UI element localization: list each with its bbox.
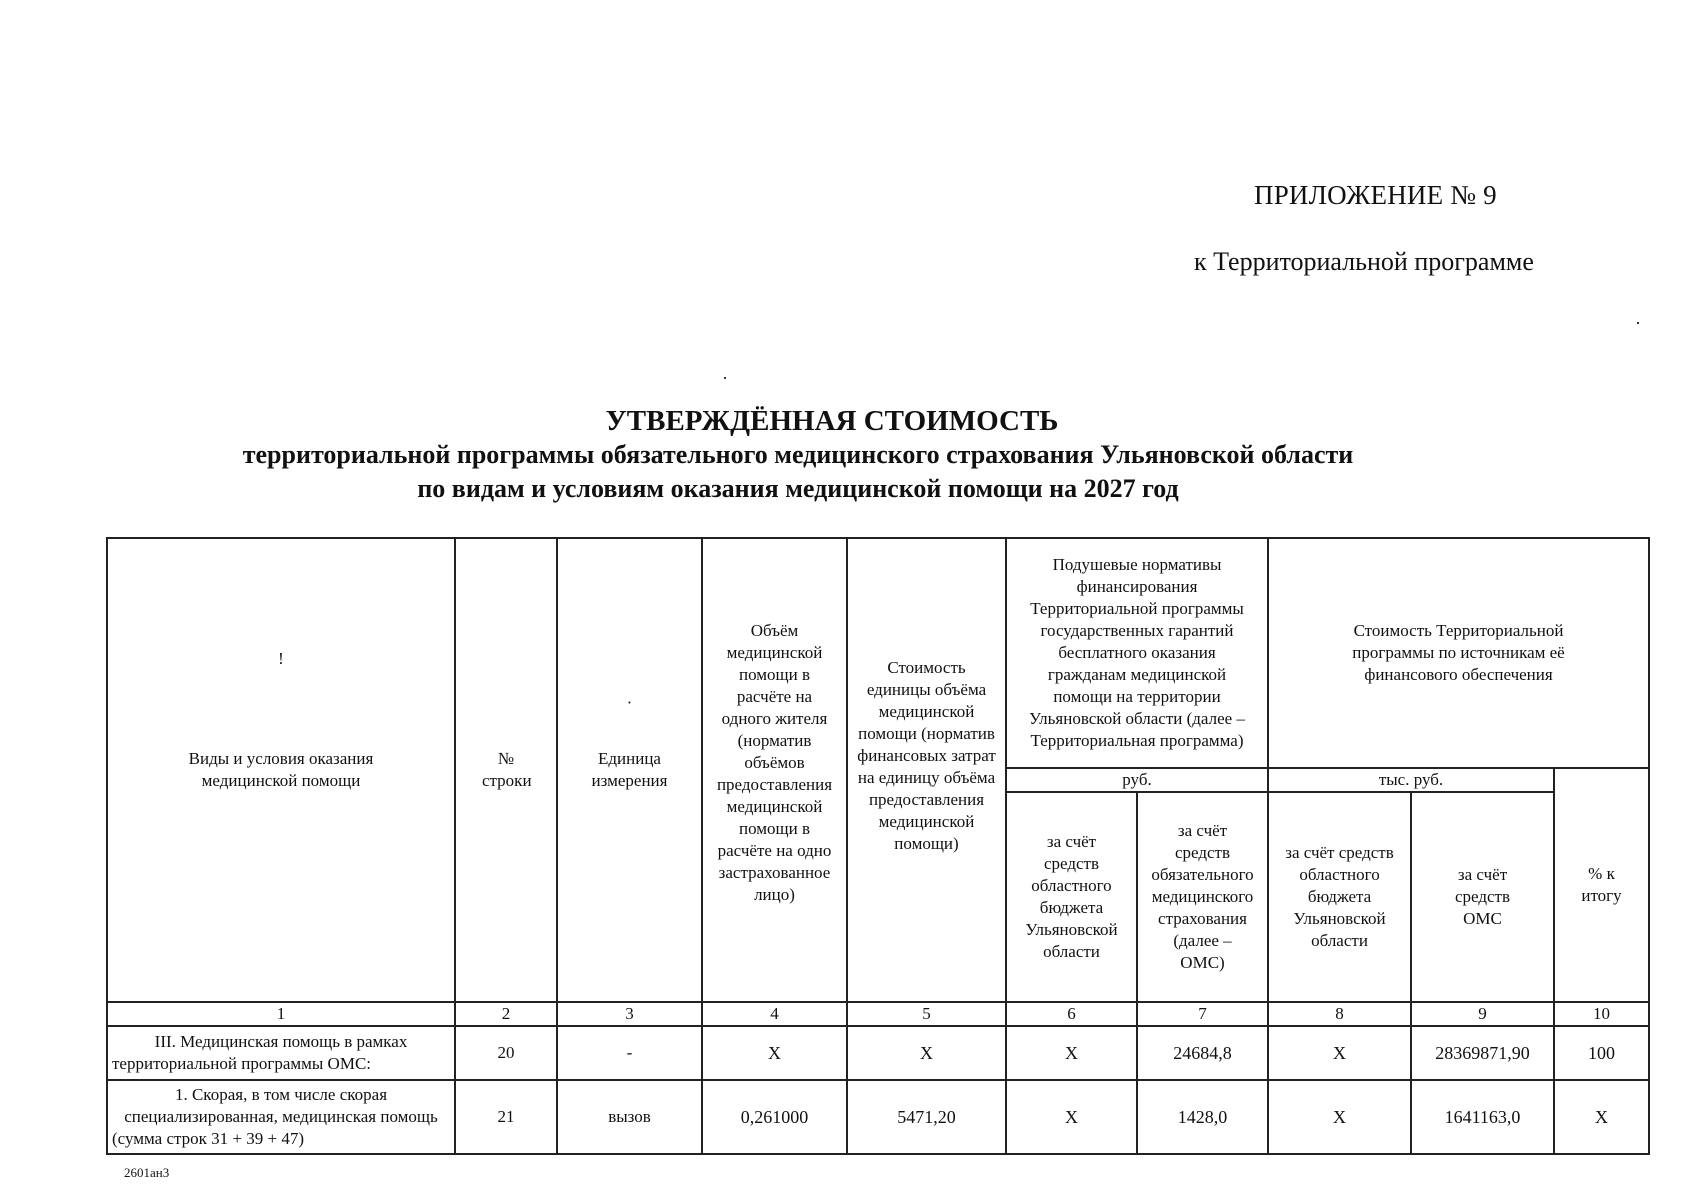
cost-table xyxy=(106,537,1650,1155)
row-line-number: 21 xyxy=(455,1080,557,1154)
column-number-row xyxy=(107,1002,1649,1026)
header-unit-thousand-rub: тыс. руб. xyxy=(1268,768,1554,792)
header-unit-rub: руб. xyxy=(1006,768,1268,792)
column-number: 1 xyxy=(107,1002,455,1026)
header-percent: % к итогу xyxy=(1554,768,1649,1002)
header-unit: Единица измерения xyxy=(591,749,668,790)
row-line-number: 20 xyxy=(455,1026,557,1080)
scan-speck xyxy=(724,377,726,379)
header-unit-cost: Стоимость единицы объёма медицинской помощи (норматив финансовых затрат на единицу объёма предоставления медицинской помощи) xyxy=(857,658,996,853)
header-kinds-of-care: Виды и условия оказания медицинской помощи xyxy=(188,749,374,790)
row-unit: - xyxy=(557,1026,702,1080)
row-per-capita-budget: Х xyxy=(1006,1080,1137,1154)
table-row xyxy=(107,1026,1649,1080)
header-group-per-capita: Подушевые нормативы финансирования Территориальной программы государственных гарантий бесплатного оказания гражданам медицинской помощи на территории Ульяновской области (далее – Территориальная программа) xyxy=(1006,538,1268,768)
row-cost-oms: 1641163,0 xyxy=(1411,1080,1554,1154)
column-number: 2 xyxy=(455,1002,557,1026)
row-cost-budget: Х xyxy=(1268,1080,1411,1154)
header-per-capita-budget: за счёт средств областного бюджета Ульяновской области xyxy=(1006,792,1137,1002)
column-number: 4 xyxy=(702,1002,847,1026)
document-subtitle-year: по видам и условиям оказания медицинской помощи на 2027 год xyxy=(417,474,1179,503)
header-volume: Объём медицинской помощи в расчёте на одного жителя (норматив объёмов предоставления медицинской помощи в расчёте на одно застрахованное лицо) xyxy=(716,621,833,904)
header-group-cost: Стоимость Территориальной программы по источникам её финансового обеспечения xyxy=(1268,538,1649,768)
column-number: 3 xyxy=(557,1002,702,1026)
row-cost-budget: Х xyxy=(1268,1026,1411,1080)
stray-mark: ! xyxy=(278,649,284,668)
column-number: 10 xyxy=(1554,1002,1649,1026)
row-percent: Х xyxy=(1554,1080,1649,1154)
row-volume: Х xyxy=(702,1026,847,1080)
row-unit-cost: Х xyxy=(847,1026,1006,1080)
row-cost-oms: 28369871,90 xyxy=(1411,1026,1554,1080)
header-cell xyxy=(455,538,557,1002)
table-row xyxy=(107,1080,1649,1154)
header-cell xyxy=(847,538,1006,1002)
column-number: 7 xyxy=(1137,1002,1268,1026)
header-cost-budget: за счёт средств областного бюджета Ульяновской области xyxy=(1268,792,1411,1002)
row-name: 1. Скорая, в том числе скорая специализированная, медицинская помощь (сумма строк 31 + 39 + 47) xyxy=(107,1080,455,1154)
row-per-capita-oms: 1428,0 xyxy=(1137,1080,1268,1154)
column-number: 8 xyxy=(1268,1002,1411,1026)
row-unit-cost: 5471,20 xyxy=(847,1080,1006,1154)
row-percent: 100 xyxy=(1554,1026,1649,1080)
header-line-number: № строки xyxy=(482,749,532,790)
column-number: 5 xyxy=(847,1002,1006,1026)
document-subtitle: территориальной программы обязательного медицинского страхования Ульяновской области xyxy=(242,440,1354,469)
header-cost-oms: за счёт средств ОМС xyxy=(1411,792,1554,1002)
row-name: III. Медицинская помощь в рамках территориальной программы ОМС: xyxy=(107,1026,455,1080)
stray-mark: · xyxy=(626,693,633,712)
document-code: 2601ан3 xyxy=(124,1165,170,1180)
column-number: 6 xyxy=(1006,1002,1137,1026)
document-title: УТВЕРЖДЁННАЯ СТОИМОСТЬ xyxy=(605,405,1059,437)
header-cell xyxy=(107,538,455,1002)
header-cell xyxy=(702,538,847,1002)
scan-speck xyxy=(1637,322,1639,324)
row-per-capita-oms: 24684,8 xyxy=(1137,1026,1268,1080)
appendix-subtitle: к Территориальной программе xyxy=(1194,247,1534,276)
header-per-capita-oms: за счёт средств обязательного медицинского страхования (далее – ОМС) xyxy=(1137,792,1268,1002)
appendix-title: ПРИЛОЖЕНИЕ № 9 xyxy=(1254,180,1497,210)
row-volume: 0,261000 xyxy=(702,1080,847,1154)
row-unit: вызов xyxy=(557,1080,702,1154)
header-row xyxy=(107,538,1649,768)
row-per-capita-budget: Х xyxy=(1006,1026,1137,1080)
column-number: 9 xyxy=(1411,1002,1554,1026)
header-cell xyxy=(557,538,702,1002)
